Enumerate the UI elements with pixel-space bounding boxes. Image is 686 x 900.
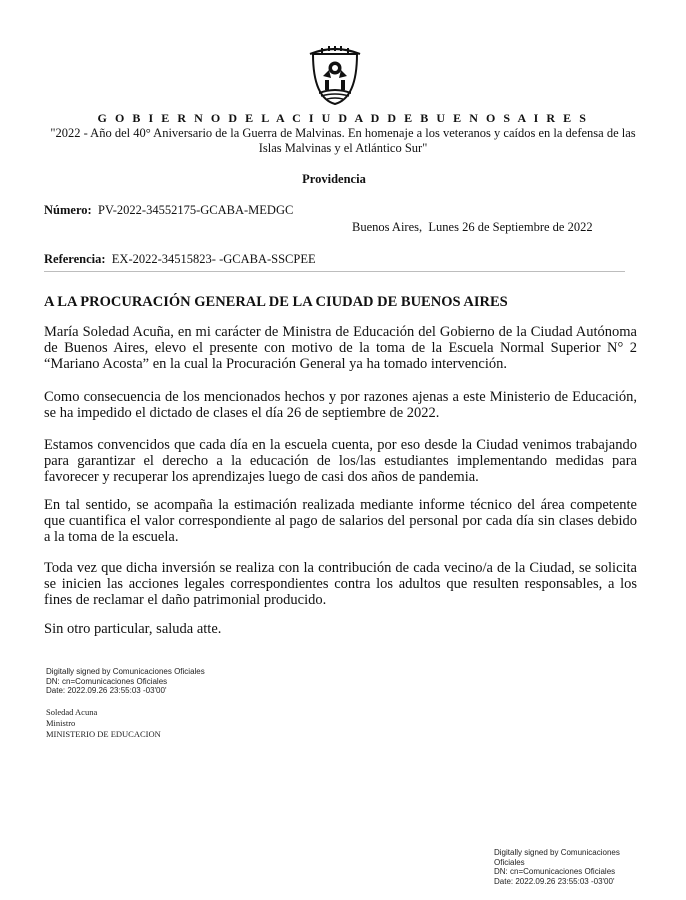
signature-dn: DN: cn=Comunicaciones Oficiales: [46, 676, 168, 686]
signer-title: Ministro: [46, 718, 76, 729]
footer-signature-date: Date: 2022.09.26 23:55:03 -03'00': [494, 876, 615, 886]
signature-date: Date: 2022.09.26 23:55:03 -03'00': [46, 686, 167, 695]
body-paragraph: En tal sentido, se acompaña la estimación realizada mediante informe técnico del área competente que cuantifica el valor correspondiente al pago de salarios del personal por cada día sin clases debido a la toma de la escuela.: [44, 497, 637, 546]
footer-signature-line-cont: Oficiales: [494, 857, 525, 867]
document-reference: [44, 252, 316, 267]
footer-digital-signature-stamp: [494, 848, 654, 886]
addressee-heading: A LA PROCURACIÓN GENERAL DE LA CIUDAD DE BUENOS AIRES: [44, 294, 508, 310]
body-paragraph: Estamos convencidos que cada día en la escuela cuenta, por eso desde la Ciudad venimos trabajando para garantizar el derecho a la educación de los/las estudiantes implementando medidas para favorecer y recuperar los aprendizajes luego de casi dos años de pandemia.: [44, 437, 637, 486]
government-title: G O B I E R N O D E L A C I U D A D D E B U E N O S A I R E S: [97, 111, 589, 125]
reference-label: Referencia:: [44, 252, 106, 266]
year-motto: "2022 - Año del 40° Aniversario de la Guerra de Malvinas. En homenaje a los veteranos y caídos en la defensa de las Islas Malvinas y el Atlántico Sur": [50, 126, 636, 155]
coat-of-arms-icon: [307, 46, 363, 106]
place: Buenos Aires,: [352, 220, 423, 234]
footer-signature-dn: DN: cn=Comunicaciones Oficiales: [494, 867, 616, 876]
footer-signature-line: Digitally signed by Comunicaciones: [494, 848, 620, 857]
header-divider: [44, 271, 625, 272]
place-and-date: [352, 220, 593, 235]
date: Lunes 26 de Septiembre de 2022: [428, 220, 593, 234]
signer-organization: MINISTERIO DE EDUCACION: [46, 729, 161, 740]
body-paragraph: María Soledad Acuña, en mi carácter de Ministra de Educación del Gobierno de la Ciudad Autónoma de Buenos Aires, elevo el presente con motivo de la toma de la Escuela Normal Superior N° 2 “Mariano Acosta” en la cual la Procuración General ya ha tomado intervención.: [44, 324, 637, 373]
body-paragraph: Toda vez que dicha inversión se realiza con la contribución de cada vecino/a de la Ciudad, se solicita se inicien las acciones legales correspondientes contra los adultos que resulten responsables, a los fines de reclamar el daño patrimonial producido.: [44, 560, 637, 609]
signature-line: Digitally signed by Comunicaciones Oficiales: [46, 667, 205, 676]
signer-name: Soledad Acuna: [46, 707, 98, 717]
body-paragraph: Como consecuencia de los mencionados hechos y por razones ajenas a este Ministerio de Educación, se ha impedido el dictado de clases el día 26 de septiembre de 2022.: [44, 389, 637, 422]
number-value: PV-2022-34552175-GCABA-MEDGC: [97, 203, 294, 217]
reference-value: EX-2022-34515823- -GCABA-SSCPEE: [111, 252, 316, 266]
digital-signature-stamp: [46, 667, 266, 696]
document-type: Providencia: [302, 172, 366, 186]
closing-line: Sin otro particular, saluda atte.: [44, 621, 222, 637]
signer-block: [46, 707, 161, 741]
number-label: Número:: [44, 203, 92, 217]
document-number: [44, 203, 293, 218]
